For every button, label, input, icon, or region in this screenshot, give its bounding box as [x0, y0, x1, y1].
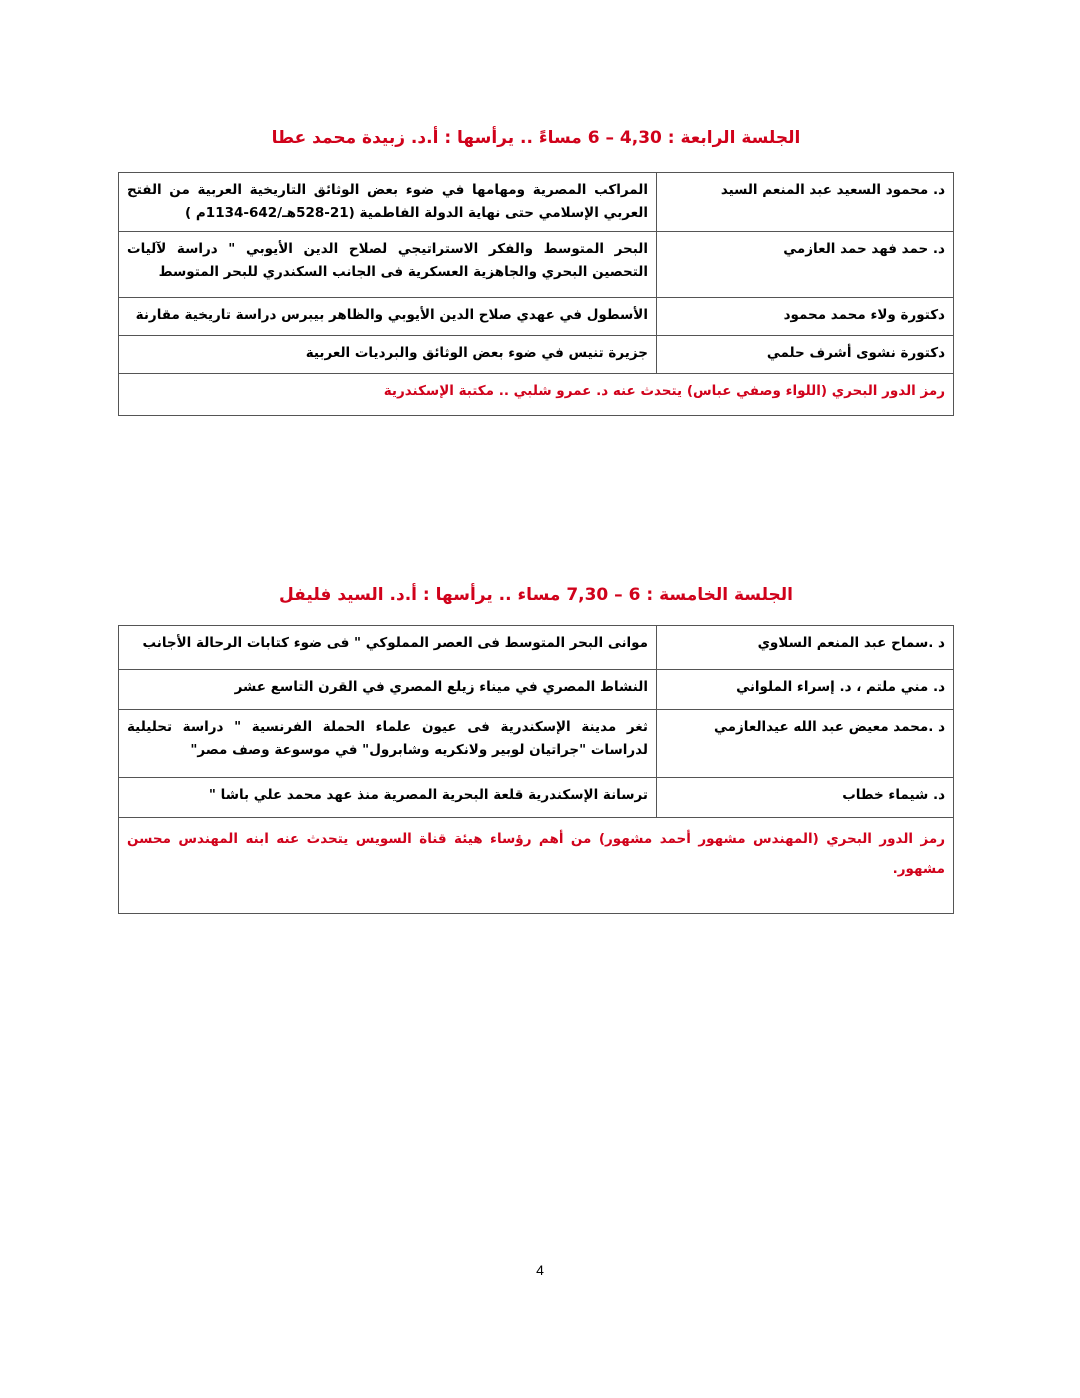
table-row [119, 818, 954, 914]
speaker-name: دكتورة نشوى أشرف حلمي [657, 336, 954, 374]
session4-title: الجلسة الرابعة : 4,30 – 6 مساءً .. يرأسها : أ.د. زبيدة محمد عطا [271, 128, 801, 148]
paper-topic: ترسانة الإسكندرية قلعة البحرية المصرية منذ عهد محمد علي باشا " [119, 778, 657, 818]
table-row [119, 232, 954, 298]
table-row [119, 710, 954, 778]
speaker-name: د. حمد فهد حمد العازمي [657, 232, 954, 298]
speaker-name: د. شيماء خطاب [657, 778, 954, 818]
speaker-name: د .محمد معيض عبد الله عيدالعازمي [657, 710, 954, 778]
paper-topic: ثغر مدينة الإسكندرية فى عيون علماء الحملة الفرنسية " دراسة تحليلية لدراسات "جراتيان لوبير ولانكريه وشابرول" في موسوعة وصف مصر" [119, 710, 657, 778]
table-row [119, 298, 954, 336]
paper-topic: جزيرة تنيس في ضوء بعض الوثائق والبرديات العربية [119, 336, 657, 374]
table-row [119, 670, 954, 710]
paper-topic: المراكب المصرية ومهامها في ضوء بعض الوثائق التاريخية العربية من الفتح العربي الإسلامي حتى نهاية الدولة الفاطمية (21-528هـ/642-1134م ) [119, 173, 657, 232]
speaker-name: د. مني ملتم ، د. إسراء الملواني [657, 670, 954, 710]
paper-topic: الأسطول في عهدي صلاح الدين الأيوبي والظاهر بيبرس دراسة تاريخية مقارنة [119, 298, 657, 336]
speaker-name: د. محمود السعيد عبد المنعم السيد [657, 173, 954, 232]
session5-table [118, 625, 954, 914]
table-row [119, 374, 954, 416]
paper-topic: النشاط المصري في ميناء زيلع المصري في القرن التاسع عشر [119, 670, 657, 710]
speaker-name: د .سماح عبد المنعم السلاوي [657, 626, 954, 670]
table-row [119, 626, 954, 670]
session-note: رمز الدور البحري (اللواء وصفي عباس) يتحدث عنه د. عمرو شلبي .. مكتبة الإسكندرية [119, 374, 954, 416]
table-row [119, 336, 954, 374]
page-number: 4 [536, 1262, 544, 1278]
table-row [119, 173, 954, 232]
speaker-name: دكتورة ولاء محمد محمود [657, 298, 954, 336]
session5-title: الجلسة الخامسة : 6 – 7,30 مساء .. يرأسها : أ.د. السيد فليفل [279, 585, 793, 605]
session-note: رمز الدور البحري (المهندس مشهور أحمد مشهور) من أهم رؤساء هيئة قناة السويس يتحدث عنه ابنه المهندس محسن مشهور. [119, 818, 954, 914]
table-row [119, 778, 954, 818]
paper-topic: موانى البحر المتوسط فى العصر المملوكي " فى ضوء كتابات الرحالة الأجانب [119, 626, 657, 670]
session4-table [118, 172, 954, 416]
paper-topic: البحر المتوسط والفكر الاستراتيجي لصلاح الدين الأيوبي " دراسة لآليات التحصين البحري والجاهزية العسكرية فى الجانب السكندري للبحر المتوسط [119, 232, 657, 298]
